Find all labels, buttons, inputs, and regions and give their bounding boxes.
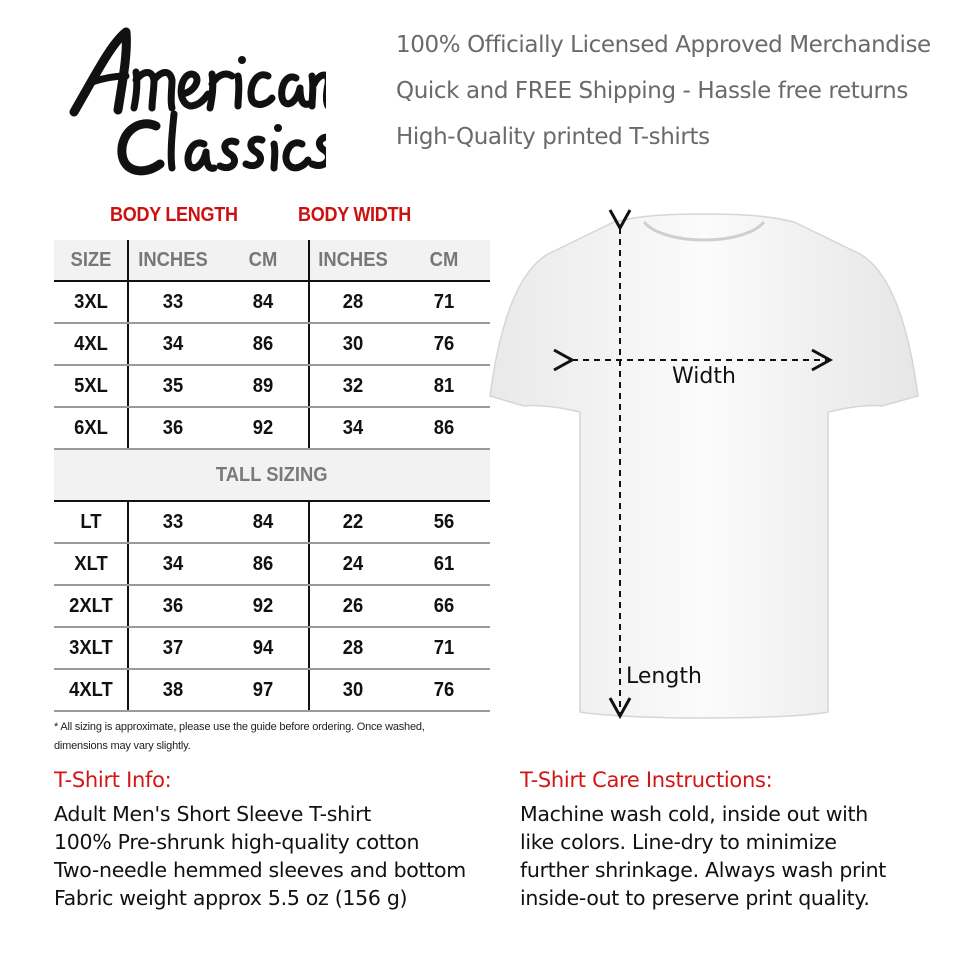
- length-cm-cell: 92: [252, 416, 274, 439]
- size-row: [54, 324, 490, 366]
- tshirt-info-line: Two-needle hemmed sleeves and bottom: [54, 858, 466, 882]
- size-cell: 4XL: [74, 332, 108, 355]
- size-cell: 4XLT: [69, 678, 113, 701]
- column-divider: [127, 282, 129, 322]
- length-cm-cell: 84: [252, 290, 274, 313]
- column-divider: [308, 628, 310, 668]
- size-row: [54, 586, 490, 628]
- column-divider: [308, 502, 310, 542]
- sizing-footnote-line: * All sizing is approximate, please use the guide before ordering. Once washed,: [54, 721, 425, 733]
- size-cell: LT: [80, 510, 102, 533]
- size-cell: 3XLT: [69, 636, 113, 659]
- width-inches-cell: 30: [342, 332, 364, 355]
- column-divider: [127, 366, 129, 406]
- width-inches-cell: 28: [342, 290, 364, 313]
- size-cell: XLT: [74, 552, 108, 575]
- length-cm-cell: 94: [252, 636, 274, 659]
- size-row: [54, 408, 490, 450]
- tagline-shipping: Quick and FREE Shipping - Hassle free returns: [396, 78, 908, 104]
- care-instructions-line: Machine wash cold, inside out with: [520, 802, 868, 826]
- care-instructions-section: [520, 768, 940, 912]
- width-cm-cell: 86: [433, 416, 455, 439]
- width-cm-cell: 61: [433, 552, 455, 575]
- width-inches-cell: 28: [342, 636, 364, 659]
- width-inches-cell: 26: [342, 594, 364, 617]
- length-inches-cell: 34: [162, 552, 184, 575]
- regular-size-rows: [54, 282, 490, 450]
- size-row: [54, 544, 490, 586]
- care-instructions-title: T-Shirt Care Instructions:: [520, 768, 773, 792]
- width-cm-cell: 56: [433, 510, 455, 533]
- length-inches-cell: 33: [162, 290, 184, 313]
- column-header-size: SIZE: [70, 248, 112, 271]
- size-chart-group-headers: [54, 198, 490, 240]
- care-instructions-line: inside-out to preserve print quality.: [520, 886, 870, 910]
- tall-sizing-header: [54, 450, 490, 500]
- width-cm-cell: 71: [433, 290, 455, 313]
- width-cm-cell: 81: [433, 374, 455, 397]
- width-inches-cell: 32: [342, 374, 364, 397]
- column-header-length-cm: CM: [248, 248, 278, 271]
- size-cell: 6XL: [74, 416, 108, 439]
- care-instructions-line: like colors. Line-dry to minimize: [520, 830, 837, 854]
- tagline-list: [396, 28, 936, 166]
- size-row: [54, 282, 490, 324]
- size-row: [54, 502, 490, 544]
- tagline-licensed: 100% Officially Licensed Approved Merchandise: [396, 32, 931, 58]
- width-inches-cell: 34: [342, 416, 364, 439]
- column-divider: [308, 366, 310, 406]
- column-header-width-inches: INCHES: [318, 248, 388, 271]
- length-cm-cell: 86: [252, 552, 274, 575]
- width-label: Width: [672, 364, 736, 389]
- tshirt-shape: [490, 214, 918, 718]
- size-cell: 5XL: [74, 374, 108, 397]
- tall-size-rows: [54, 500, 490, 712]
- column-divider: [127, 628, 129, 668]
- size-cell: 2XLT: [69, 594, 113, 617]
- length-label: Length: [626, 664, 702, 689]
- tagline-quality: High-Quality printed T-shirts: [396, 124, 710, 150]
- tshirt-diagram: [488, 206, 920, 726]
- tall-sizing-title: TALL SIZING: [216, 463, 328, 486]
- tshirt-info-line: Adult Men's Short Sleeve T-shirt: [54, 802, 372, 826]
- size-row: [54, 366, 490, 408]
- length-inches-cell: 33: [162, 510, 184, 533]
- width-inches-cell: 24: [342, 552, 364, 575]
- column-divider: [308, 282, 310, 322]
- width-inches-cell: 30: [342, 678, 364, 701]
- brand-logo: [56, 14, 326, 190]
- size-chart-column-headers: [54, 240, 490, 282]
- column-divider: [127, 324, 129, 364]
- width-inches-cell: 22: [342, 510, 364, 533]
- sizing-footnote: [54, 718, 474, 756]
- tshirt-info-line: Fabric weight approx 5.5 oz (156 g): [54, 886, 408, 910]
- length-cm-cell: 86: [252, 332, 274, 355]
- size-cell: 3XL: [74, 290, 108, 313]
- column-header-length-inches: INCHES: [138, 248, 208, 271]
- length-cm-cell: 84: [252, 510, 274, 533]
- tshirt-info-line: 100% Pre-shrunk high-quality cotton: [54, 830, 420, 854]
- column-divider: [308, 544, 310, 584]
- column-divider: [127, 240, 129, 280]
- width-cm-cell: 71: [433, 636, 455, 659]
- column-header-width-cm: CM: [429, 248, 459, 271]
- column-divider: [127, 544, 129, 584]
- tshirt-info-title: T-Shirt Info:: [54, 768, 172, 792]
- size-row: [54, 670, 490, 712]
- width-cm-cell: 66: [433, 594, 455, 617]
- column-divider: [308, 240, 310, 280]
- column-divider: [308, 408, 310, 448]
- care-instructions-line: further shrinkage. Always wash print: [520, 858, 887, 882]
- column-divider: [308, 324, 310, 364]
- width-cm-cell: 76: [433, 332, 455, 355]
- size-chart: [54, 198, 490, 756]
- column-divider: [127, 408, 129, 448]
- size-row: [54, 628, 490, 670]
- length-inches-cell: 38: [162, 678, 184, 701]
- length-inches-cell: 34: [162, 332, 184, 355]
- length-inches-cell: 36: [162, 416, 184, 439]
- tshirt-info-section: [54, 768, 504, 912]
- length-cm-cell: 97: [252, 678, 274, 701]
- column-divider: [127, 586, 129, 626]
- column-divider: [127, 502, 129, 542]
- sizing-footnote-line: dimensions may vary slightly.: [54, 740, 191, 752]
- body-width-header: BODY WIDTH: [298, 204, 411, 226]
- column-divider: [127, 670, 129, 710]
- length-inches-cell: 37: [162, 636, 184, 659]
- length-inches-cell: 36: [162, 594, 184, 617]
- column-divider: [308, 670, 310, 710]
- length-inches-cell: 35: [162, 374, 184, 397]
- width-cm-cell: 76: [433, 678, 455, 701]
- body-length-header: BODY LENGTH: [110, 204, 238, 226]
- length-cm-cell: 89: [252, 374, 274, 397]
- column-divider: [308, 586, 310, 626]
- length-cm-cell: 92: [252, 594, 274, 617]
